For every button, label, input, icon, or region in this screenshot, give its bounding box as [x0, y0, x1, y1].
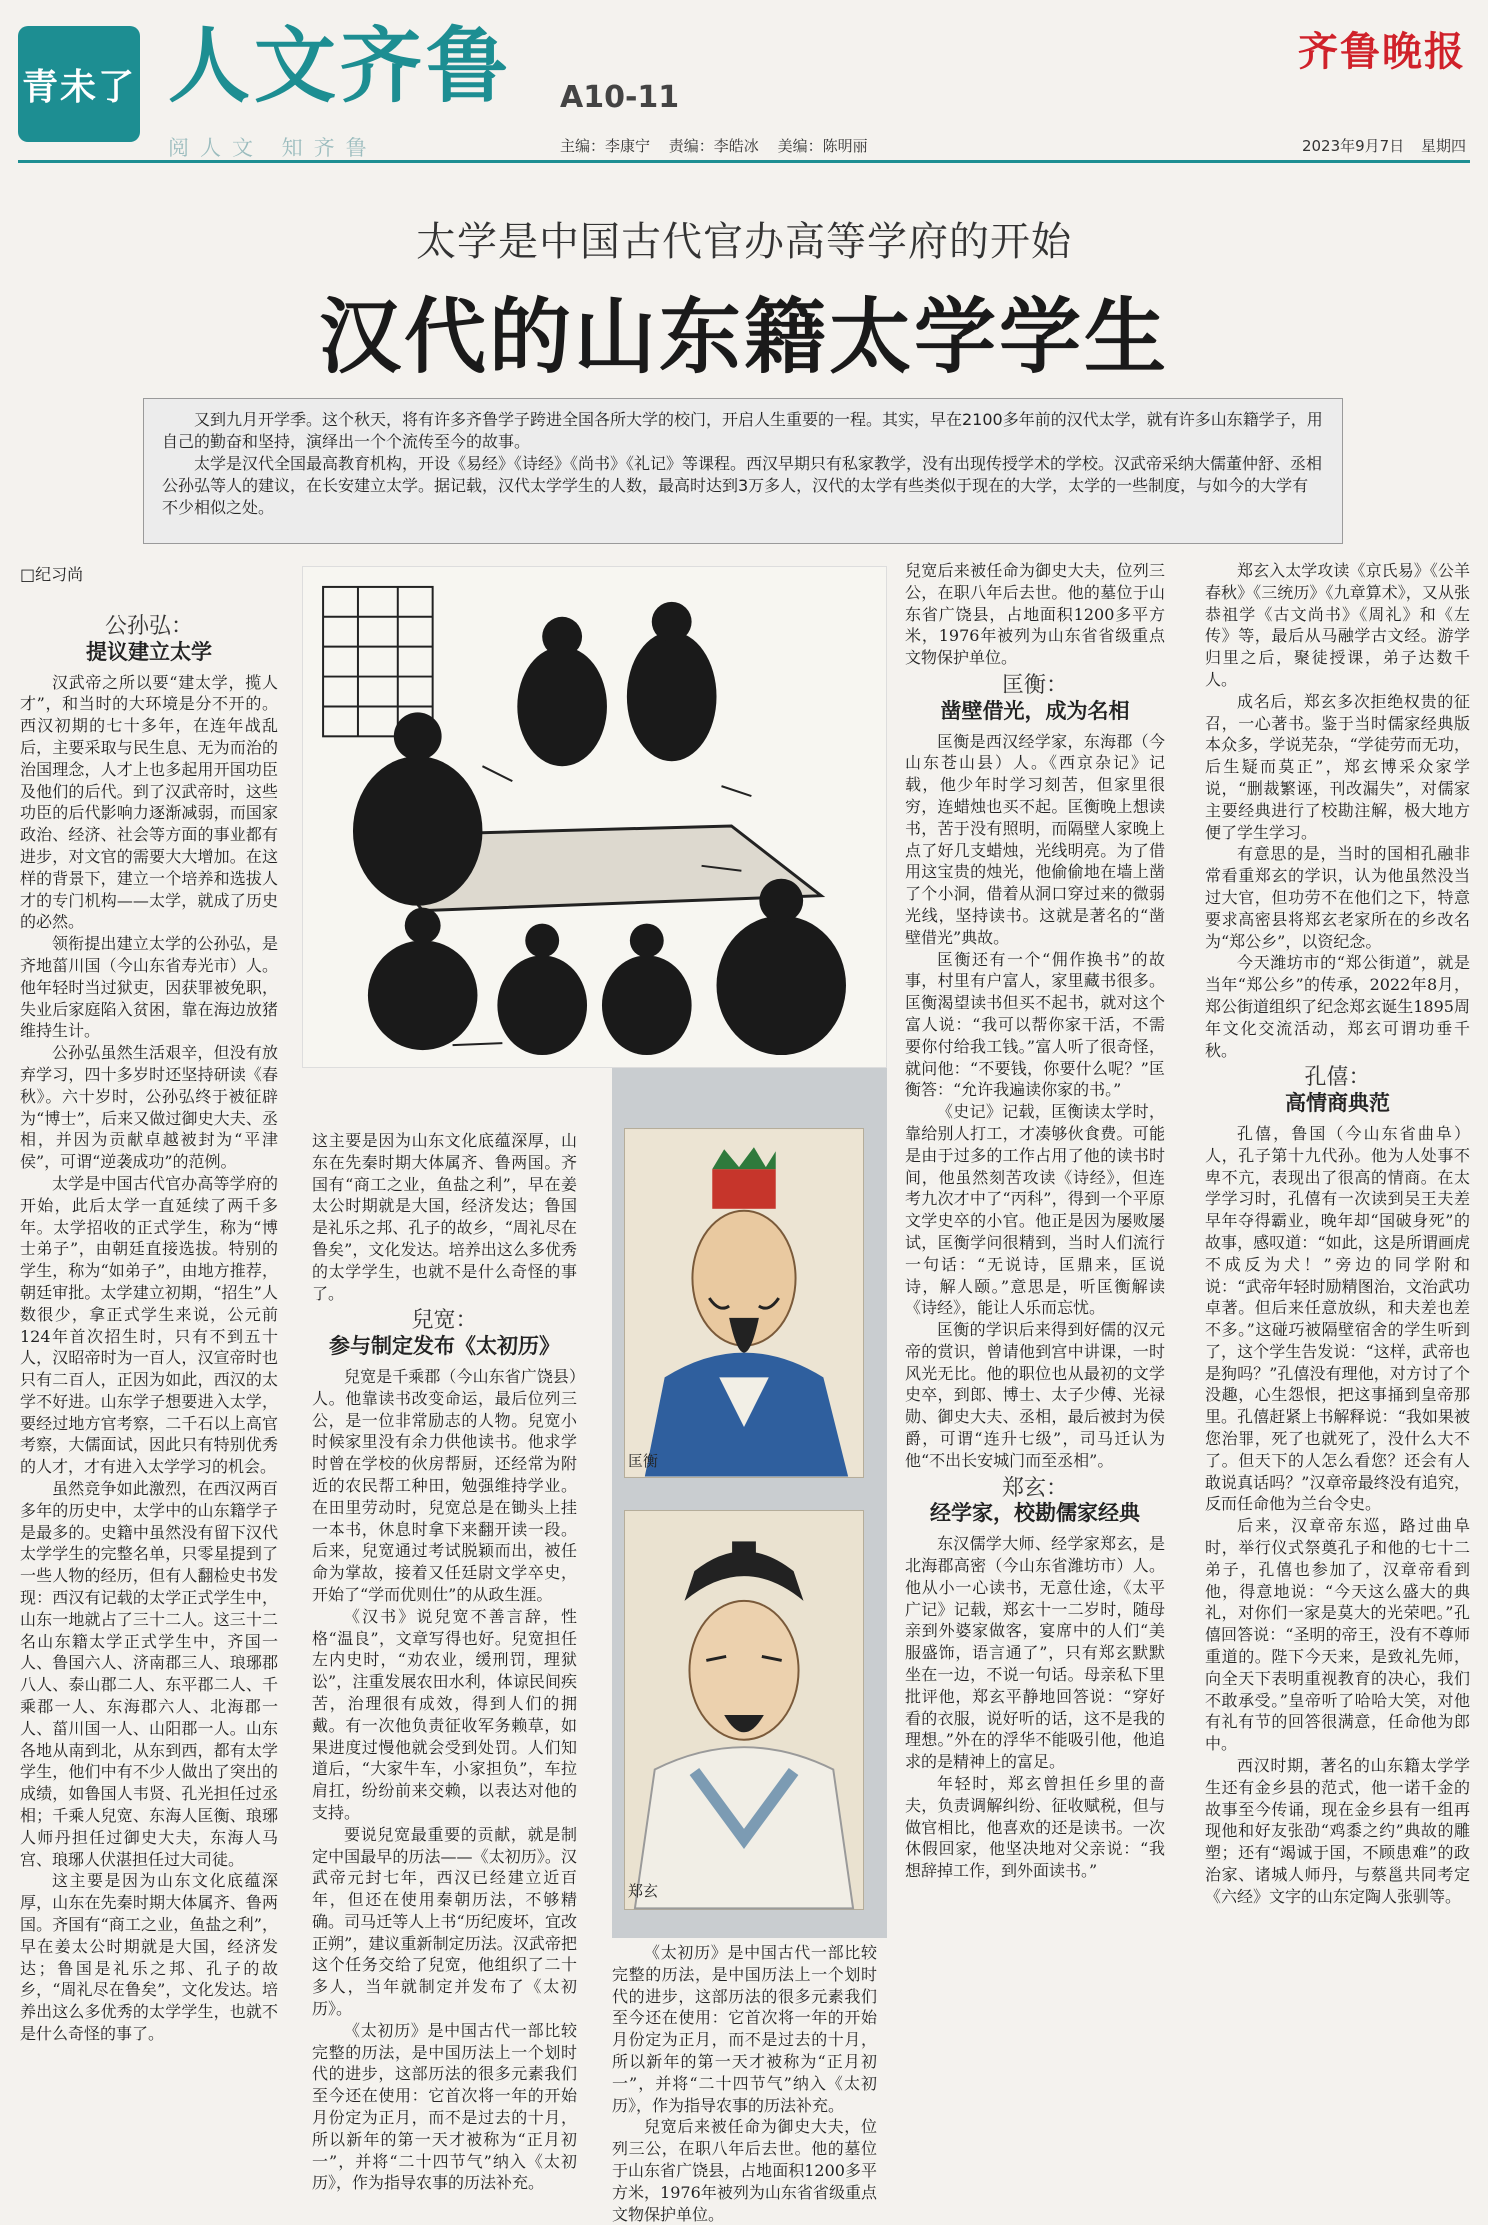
paragraph: 汉武帝之所以要“建太学，揽人才”，和当时的大环境是分不开的。西汉初期的七十多年，在连年战乱后，主要采取与民生息、无为而治的治国理念，人才上也多起用开国功臣及他们的后代。到了汉武帝时，这些功臣的后代影响力逐渐减弱，而国家政治、经济、社会等方面的事业都有进步，对文官的需要大大增加。在这样的背景下，建立一个培养和选拔人才的专门机构——太学，就成了历史的必然。	[20, 672, 278, 932]
editor-credits	[560, 135, 882, 156]
column-title: 人文齐鲁	[168, 18, 513, 114]
intro-paragraph: 又到九月开学季。这个秋天，将有许多齐鲁学子跨进全国各所大学的校门，开启人生重要的一程。其实，早在2100多年前的汉代太学，就有许多山东籍学子，用自己的勤奋和坚持，演绎出一个个流传至今的故事。	[162, 410, 1323, 451]
column-2-bottom	[612, 1942, 877, 2224]
issue-date	[1290, 135, 1466, 156]
paragraph: 后来，汉章帝东巡，路过曲阜时，举行仪式祭奠孔子和他的七十二弟子，孔僖也参加了，汉章帝看到他，得意地说：“今天这么盛大的典礼，对你们一家是莫大的光荣吧。”孔僖回答说：“圣明的帝王，没有不尊师重道的。陛下今天来，是致礼先师，向全天下表明重视教育的决心，我们不敢承受。”皇帝听了哈哈大笑，对他有礼有节的回答很满意，任命他为郎中。	[1205, 1516, 1470, 1754]
chief-editor: 主编：李康宁	[560, 137, 651, 155]
paragraph: 虽然竞争如此激烈，在西汉两百多年的历史中，太学中的山东籍学子是最多的。史籍中虽然没有留下汉代太学学生的完整名单，只零星提到了一些人物的经历，但有人翻检史书发现：西汉有记载的太学正式学生中，山东一地就占了三十二人。这三十二名山东籍太学正式学生中，齐国一人、鲁国六人、济南郡三人、琅琊郡八人、泰山郡二人、东平郡二人、千乘郡一人、东海郡六人、北海郡一人、菑川国一人、山阳郡一人。山东各地从南到北，从东到西，都有太学学生，他们中有不少人做出了突出的成绩，如鲁国人韦贤、孔光担任过丞相；千乘人兒宽、东海人匡衡、琅琊人师丹担任过御史大夫，东海人马宫、琅琊人伏湛担任过大司徒。	[20, 1479, 278, 1869]
masthead-rule	[18, 160, 1470, 163]
column-1	[20, 610, 278, 2175]
paragraph: 《汉书》说兒宽不善言辞，性格“温良”，文章写得也好。兒宽担任左内史时，“劝农业，缓刑罚，理狱讼”，注重发展农田水利，体谅民间疾苦，治理很有成效，得到人们的拥戴。有一次他负责征收军务赖草，如果进度过慢他就会受到处罚。人们知道后，“大家牛车，小家担负”，车拉肩扛，纷纷前来交赖，以表达对他的支持。	[312, 1606, 577, 1822]
paragraph: 这主要是因为山东文化底蕴深厚，山东在先秦时期大体属齐、鲁两国。齐国有“商工之业，鱼盐之利”，早在姜太公时期就是大国，经济发达；鲁国是礼乐之邦、孔子的故乡，“周礼尽在鲁矣”，文化发达。培养出这么多优秀的太学学生，也就不是什么奇怪的事了。	[20, 1871, 278, 2043]
intro-paragraph: 太学是汉代全国最高教育机构，开设《易经》《诗经》《尚书》《礼记》等课程。西汉早期只有私家教学，没有出现传授学术的学校。汉武帝采纳大儒董仲舒、丞相公孙弘等人的建议，在长安建立太学。据记载，汉代太学学生的人数，最高时达到3万多人，汉代的太学有些类似于现在的大学，太学的一些制度，与如今的大学有不少相似之处。	[162, 454, 1323, 517]
column-2	[312, 1130, 577, 2193]
intro-box	[143, 398, 1343, 544]
masthead	[0, 0, 1488, 160]
kuang-heng-portrait	[624, 1128, 864, 1478]
qingweiliao-logo: 青未了	[18, 26, 140, 142]
page-code: A10-11	[560, 80, 680, 115]
section-person-name: 兒宽：	[411, 1308, 478, 1334]
paragraph: 兒宽后来被任命为御史大夫，位列三公，在职八年后去世。他的墓位于山东省广饶县，占地面积1200多平方米，1976年被列为山东省省级重点文物保护单位。	[612, 2117, 877, 2224]
article-title: 汉代的山东籍太学学生	[318, 289, 1169, 385]
paragraph: 年轻时，郑玄曾担任乡里的啬夫，负责调解纠纷、征收赋税，但与做官相比，他喜欢的还是读书。一次休假回家，他坚决地对父亲说：“我想辞掉工作，到外面读书。”	[905, 1774, 1165, 1881]
section-title: 提议建立太学	[86, 639, 212, 664]
paragraph: 《太初历》是中国古代一部比较完整的历法，是中国历法上一个划时代的进步，这部历法的很多元素我们至今还在使用：它首次将一年的开始月份定为正月，而不是过去的十月，所以新年的第一天才被称为“正月初一”，并将“二十四节气”纳入《太初历》，作为指导农事的历法补充。	[312, 2020, 577, 2193]
column-slogan: 阅人文 知齐鲁	[168, 136, 378, 160]
section-person-name: 匡衡：	[1001, 672, 1068, 698]
paragraph: 这主要是因为山东文化底蕴深厚，山东在先秦时期大体属齐、鲁两国。齐国有“商工之业，鱼盐之利”，早在姜太公时期就是大国，经济发达；鲁国是礼乐之邦、孔子的故乡，“周礼尽在鲁矣”，文化发达。培养出这么多优秀的太学学生，也就不是什么奇怪的事了。	[312, 1131, 577, 1303]
section-title: 高情商典范	[1285, 1091, 1390, 1116]
zheng-xuan-drawing	[625, 1511, 863, 1909]
article-subtitle: 太学是中国古代官办高等学府的开始	[416, 219, 1072, 265]
column-3	[905, 560, 1165, 2175]
paragraph: 《史记》记载，匡衡读太学时，靠给别人打工，才凑够伙食费。可能是由于过多的工作占用了他的读书时间，他虽然刻苦攻读《诗经》，但连考九次才中了“丙科”，得到一个平原文学史卒的小官。他正是因为屡败屡试，匡衡学问很精到，当时人们流行一句话：“无说诗，匡鼎来，匡说诗，解人颐。”意思是，听匡衡解读《诗经》，能让人乐而忘忧。	[905, 1102, 1165, 1318]
zheng-xuan-portrait	[624, 1510, 864, 1910]
lecture-scene-illustration	[302, 566, 887, 1068]
lecture-scene-drawing	[303, 567, 886, 1067]
paragraph: 要说兒宽最重要的贡献，就是制定中国最早的历法——《太初历》。汉武帝元封七年，西汉已经建立近百年，但还在使用秦朝历法，不够精确。司马迁等人上书“历纪废坏，宜改正朔”，建议重新制定历法。汉武帝把这个任务交给了兒宽，他组织了二十多人，当年就制定并发布了《太初历》。	[312, 1824, 577, 2019]
paragraph: 太学是中国古代官办高等学府的开始，此后太学一直延续了两千多年。太学招收的正式学生，称为“博士弟子”，由朝廷直接选拔。特别的学生，称为“如弟子”，由地方推荐，朝廷审批。太学建立初期，“招生”人数很少，拿正式学生来说，公元前124年首次招生时，只有不到五十人，汉昭帝时为一百人，汉宣帝时也只有二百人，正因为如此，西汉的太学不好进。山东学子想要进入太学，要经过地方官考察，二千石以上高官考察，大儒面试，因此只有特别优秀的人才，才有进入太学学习的机会。	[20, 1173, 278, 1477]
section-person-name: 公孙弘：	[104, 614, 193, 639]
paragraph: 公孙弘虽然生活艰辛，但没有放弃学习，四十多岁时还坚持研读《春秋》。六十岁时，公孙弘终于被征辟为“博士”，后来又做过御史大夫、丞相，并因为贡献卓越被封为“平津侯”，可谓“逆袭成功”的范例。	[20, 1043, 278, 1172]
paragraph: 有意思的是，当时的国相孔融非常看重郑玄的学识，认为他虽然没当过大官，但功劳不在他们之下，特意要求高密县将郑玄老家所在的乡改名为“郑公乡”，以资纪念。	[1205, 844, 1470, 951]
column-4	[1205, 560, 1470, 2175]
paragraph: 匡衡的学识后来得到好儒的汉元帝的赏识，曾请他到宫中讲课，一时风光无比。他的职位也从最初的文学史卒，到郎、博士、太子少傅、光禄勋、御史大夫、丞相，最后被封为侯爵，可谓“连升七级”，司马迁认为他“不出长安城门而至丞相”。	[905, 1320, 1165, 1470]
paragraph: 兒宽是千乘郡（今山东省广饶县）人。他靠读书改变命运，最后位列三公，是一位非常励志的人物。兒宽小时候家里没有余力供他读书。他求学时曾在学校的伙房帮厨，还经常为附近的农民帮工种田，勉强维持学业。在田里劳动时，兒宽总是在锄头上挂一本书，休息时拿下来翻开读一段。后来，兒宽通过考试脱颖而出，被任命为掌故，接着又任廷尉文学卒史，开始了“学而优则仕”的从政生涯。	[312, 1366, 577, 1604]
portrait1-caption: 匡衡	[628, 1452, 659, 1470]
paragraph: 郑玄入太学攻读《京氏易》《公羊春秋》《三统历》《九章算术》，又从张恭祖学《古文尚书》《周礼》和《左传》等，最后从马融学古文经。游学归里之后，聚徒授课，弟子达数千人。	[1205, 561, 1470, 689]
paragraph: 西汉时期，著名的山东籍太学学生还有金乡县的范式，他一诺千金的故事至今传诵，现在金乡县有一组再现他和好友张劭“鸡黍之约”典故的雕塑；还有“竭诚于国，不顾患难”的政治家、诸城人师丹，与蔡邕共同考定《六经》文字的山东定陶人张驯等。	[1205, 1756, 1470, 1906]
paragraph: 兒宽后来被任命为御史大夫，位列三公，在职八年后去世。他的墓位于山东省广饶县，占地面积1200多平方米，1976年被列为山东省省级重点文物保护单位。	[905, 561, 1165, 668]
art-editor: 美编：陈明丽	[777, 137, 868, 155]
paragraph: 《太初历》是中国古代一部比较完整的历法，是中国历法上一个划时代的进步，这部历法的很多元素我们至今还在使用：它首次将一年的开始月份定为正月，而不是过去的十月，所以新年的第一天才被称为“正月初一”，并将“二十四节气”纳入《太初历》，作为指导农事的历法补充。	[612, 1943, 877, 2115]
section-title: 经学家，校勘儒家经典	[930, 1501, 1140, 1526]
newspaper-brand: 齐鲁晚报	[1298, 28, 1466, 75]
weekday: 星期四	[1420, 137, 1466, 155]
paragraph: 成名后，郑玄多次拒绝权贵的征召，一心著书。鉴于当时儒家经典版本众多，学说芜杂，“学徒劳而无功，后生疑而莫正”，郑玄博采众家学说，“删裁繁诬，刊改漏失”，对儒家主要经典进行了校勘注解，极大地方便了学生学习。	[1205, 691, 1470, 842]
date: 2023年9月7日	[1301, 137, 1405, 155]
paragraph: 匡衡是西汉经学家，东海郡（今山东苍山县）人。《西京杂记》记载，他少年时学习刻苦，但家里很穷，连蜡烛也买不起。匡衡晚上想读书，苦于没有照明，而隔壁人家晚上点了好几支蜡烛，光线明亮。为了借用这宝贵的烛光，他偷偷地在墙上凿了个小洞，借着从洞口穿过来的微弱光线，坚持读书。这就是著名的“凿壁借光”典故。	[905, 731, 1165, 947]
section-person-name: 孔僖：	[1304, 1065, 1371, 1091]
paragraph: 孔僖，鲁国（今山东省曲阜）人，孔子第十九代孙。他为人处事不卑不亢，表现出了很高的情商。在太学学习时，孔僖有一次读到吴王夫差早年夺得霸业，晚年却“国破身死”的故事，感叹道：“如此，这是所谓画虎不成反为犬！”旁边的同学附和说：“武帝年轻时励精图治，文治武功卓著。但后来任意放纵，和夫差也差不多。”这碰巧被隔壁宿舍的学生听到了，这个学生告发说：“这样，武帝也是狗吗？”孔僖没有理他，对方讨了个没趣，心生怨恨，把这事捅到皇帝那里。孔僖赶紧上书解释说：“我如果被您治罪，死了也就死了，没什么大不了。但天下的人怎么看您？还会有人敢说真话吗？”汉章帝最终没有追究，反而任命他为兰台令史。	[1205, 1123, 1470, 1514]
paragraph: 今天潍坊市的“郑公街道”，就是当年“郑公乡”的传承，2022年8月，郑公街道组织了纪念郑玄诞生1895周年文化交流活动，郑玄可谓功垂千秋。	[1205, 953, 1470, 1060]
paragraph: 东汉儒学大师、经学家郑玄，是北海郡高密（今山东省潍坊市）人。他从小一心读书，无意仕途，《太平广记》记载，郑玄十一二岁时，随母亲到外婆家做客，宴席中的人们“美服盛饰，语言通了”，只有郑玄默默坐在一边，不说一句话。母亲私下里批评他，郑玄平静地回答说：“穿好看的衣服，说好听的话，这不是我的理想。”外在的浮华不能吸引他，他追求的是精神上的富足。	[905, 1534, 1165, 1772]
kuang-heng-drawing	[625, 1129, 863, 1477]
paragraph: 领衔提出建立太学的公孙弘，是齐地菑川国（今山东省寿光市）人。他年轻时当过狱吏，因获罪被免职，失业后家庭陷入贫困，靠在海边放猪维持生计。	[20, 934, 278, 1041]
paragraph: 匡衡还有一个“佣作换书”的故事，村里有户富人，家里藏书很多。匡衡渴望读书但买不起书，就对这个富人说：“我可以帮你家干活，不需要你付给我工钱。”富人听了很奇怪，就问他：“不要钱，你要什么呢？”匡衡答：“允许我遍读你家的书。”	[905, 949, 1165, 1100]
portrait2-caption: 郑玄	[628, 1882, 659, 1900]
author-byline: □纪习尚	[20, 565, 84, 584]
section-title: 参与制定发布《太初历》	[329, 1334, 560, 1359]
duty-editor: 责编：李皓冰	[668, 137, 759, 155]
section-person-name: 郑玄：	[1001, 1475, 1068, 1501]
section-title: 凿壁借光，成为名相	[940, 698, 1130, 723]
